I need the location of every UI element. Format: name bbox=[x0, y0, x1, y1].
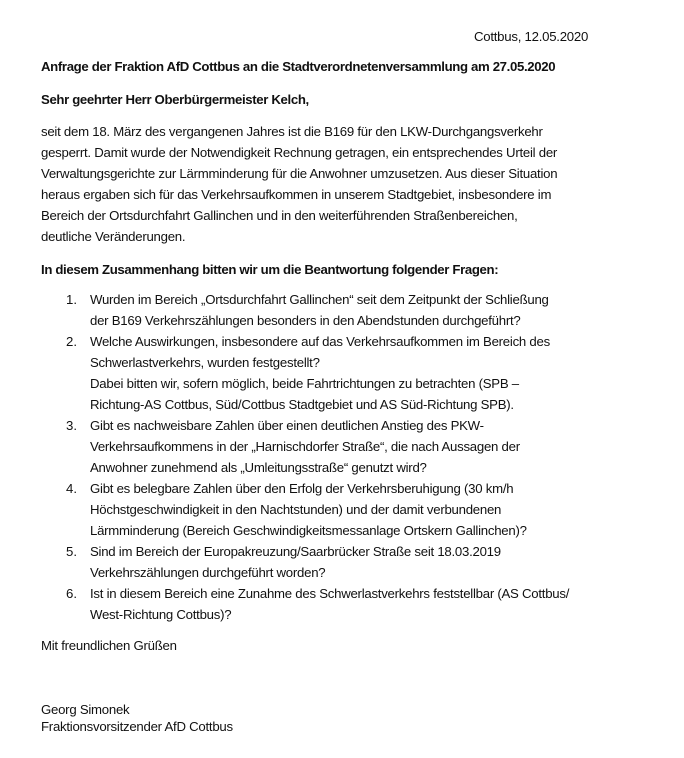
question-line: Richtung-AS Cottbus, Süd/Cottbus Stadtgebiet und AS Süd-Richtung SPB). bbox=[90, 397, 514, 412]
question-line: Dabei bitten wir, sofern möglich, beide Fahrtrichtungen zu betrachten (SPB – bbox=[90, 376, 519, 391]
question-line: West-Richtung Cottbus)? bbox=[90, 607, 232, 622]
body-line: seit dem 18. März des vergangenen Jahres ist die B169 für den LKW-Durchgangsverkehr bbox=[41, 124, 543, 139]
question-number: 1. bbox=[66, 292, 77, 307]
body-line: heraus ergaben sich für das Verkehrsaufkommen in unserem Stadtgebiet, insbesondere im bbox=[41, 187, 552, 202]
question-number: 3. bbox=[66, 418, 77, 433]
question-line: Gibt es nachweisbare Zahlen über einen deutlichen Anstieg des PKW- bbox=[90, 418, 484, 433]
signature-title: Fraktionsvorsitzender AfD Cottbus bbox=[41, 719, 233, 734]
closing: Mit freundlichen Grüßen bbox=[41, 638, 177, 653]
date-line: Cottbus, 12.05.2020 bbox=[474, 29, 589, 44]
question-line: Lärmminderung (Bereich Geschwindigkeitsmessanlage Ortskern Gallinchen)? bbox=[90, 523, 527, 538]
question-number: 4. bbox=[66, 481, 77, 496]
question-line: Verkehrsaufkommens in der „Harnischdorfer Straße“, die nach Aussagen der bbox=[90, 439, 520, 454]
questions-intro: In diesem Zusammenhang bitten wir um die Beantwortung folgender Fragen: bbox=[41, 262, 499, 277]
signature-name: Georg Simonek bbox=[41, 702, 130, 717]
letter-subject: Anfrage der Fraktion AfD Cottbus an die Stadtverordnetenversammlung am 27.05.2020 bbox=[41, 59, 556, 74]
question-line: Gibt es belegbare Zahlen über den Erfolg der Verkehrsberuhigung (30 km/h bbox=[90, 481, 514, 496]
question-line: Anwohner zunehmend als „Umleitungsstraße“ genutzt wird? bbox=[90, 460, 427, 475]
salutation: Sehr geehrter Herr Oberbürgermeister Kelch, bbox=[41, 92, 309, 107]
question-line: Ist in diesem Bereich eine Zunahme des Schwerlastverkehrs feststellbar (AS Cottbus/ bbox=[90, 586, 570, 601]
question-line: Verkehrszählungen durchgeführt worden? bbox=[90, 565, 326, 580]
question-line: Welche Auswirkungen, insbesondere auf das Verkehrsaufkommen im Bereich des bbox=[90, 334, 550, 349]
question-line: Schwerlastverkehrs, wurden festgestellt? bbox=[90, 355, 320, 370]
question-line: der B169 Verkehrszählungen besonders in den Abendstunden durchgeführt? bbox=[90, 313, 521, 328]
question-number: 2. bbox=[66, 334, 77, 349]
body-line: deutliche Veränderungen. bbox=[41, 229, 186, 244]
question-line: Wurden im Bereich „Ortsdurchfahrt Gallinchen“ seit dem Zeitpunkt der Schließung bbox=[90, 292, 549, 307]
question-line: Höchstgeschwindigkeit in den Nachtstunden) und der damit verbundenen bbox=[90, 502, 502, 517]
question-number: 6. bbox=[66, 586, 77, 601]
body-line: Bereich der Ortsdurchfahrt Gallinchen und in den weiterführenden Straßenbereichen, bbox=[41, 208, 518, 223]
question-line: Sind im Bereich der Europakreuzung/Saarbrücker Straße seit 18.03.2019 bbox=[90, 544, 501, 559]
body-line: Verwaltungsgerichte zur Lärmminderung für die Anwohner umzusetzen. Aus dieser Situation bbox=[41, 166, 558, 181]
question-number: 5. bbox=[66, 544, 77, 559]
body-line: gesperrt. Damit wurde der Notwendigkeit Rechnung getragen, ein entsprechendes Urteil der bbox=[41, 145, 558, 160]
